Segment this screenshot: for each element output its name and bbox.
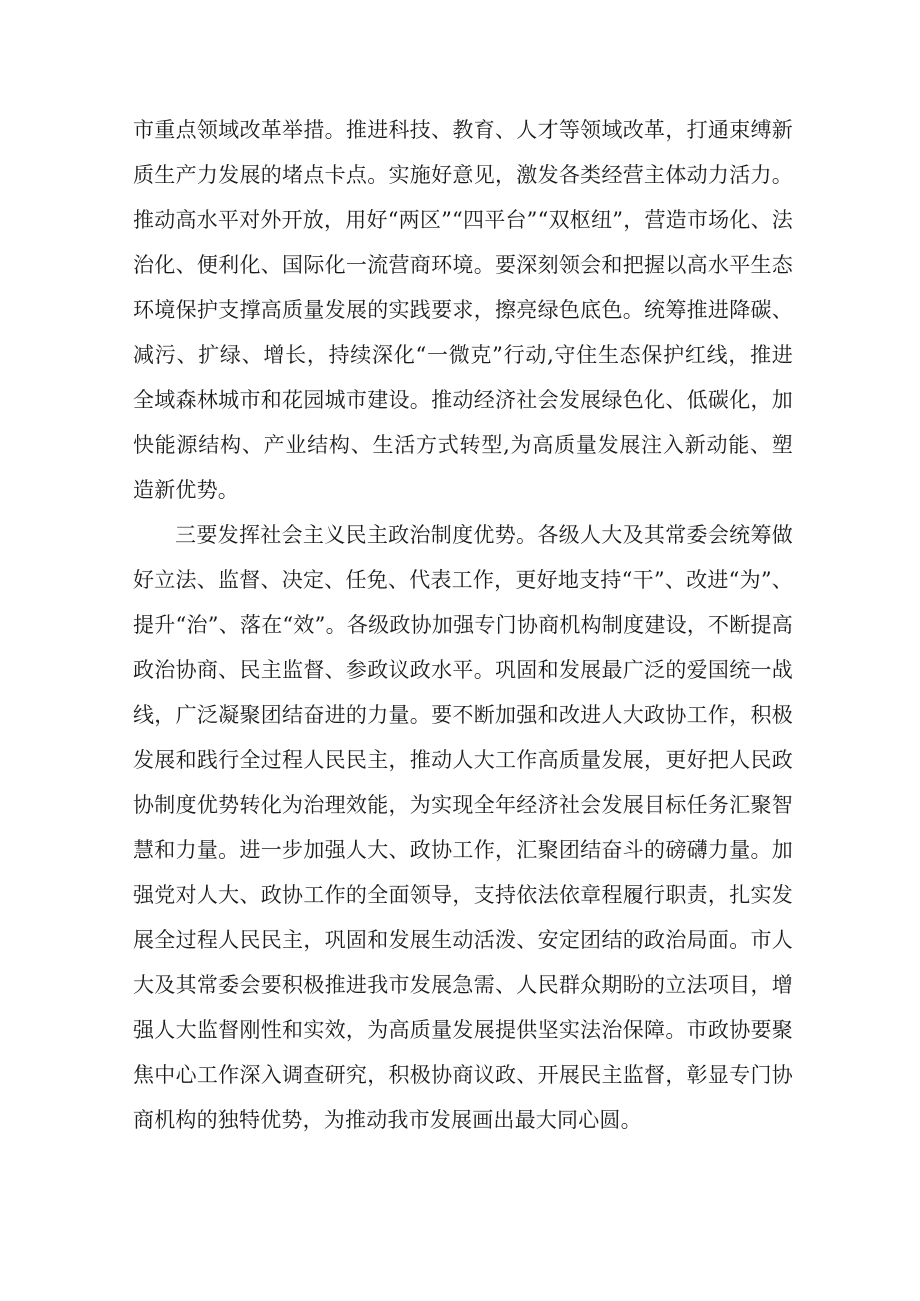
document-body	[133, 108, 793, 1143]
paragraph-section-three: 三要发挥社会主义民主政治制度优势。各级人大及其常委会统筹做好立法、监督、决定、任免、代表工作，更好地支持“干”、改进“为”、提升“治”、落在“效”。各级政协加强专门协商机构制度建设，不断提高政治协商、民主监督、参政议政水平。巩固和发展最广泛的爱国统一战线，广泛凝聚团结奋进的力量。要不断加强和改进人大政协工作，积极发展和践行全过程人民民主，推动人大工作高质量发展，更好把人民政协制度优势转化为治理效能，为实现全年经济社会发展目标任务汇聚智慧和力量。进一步加强人大、政协工作，汇聚团结奋斗的磅礴力量。加强党对人大、政协工作的全面领导，支持依法依章程履行职责，扎实发展全过程人民民主，巩固和发展生动活泼、安定团结的政治局面。市人大及其常委会要积极推进我市发展急需、人民群众期盼的立法项目，增强人大监督刚性和实效，为高质量发展提供坚实法治保障。市政协要聚焦中心工作深入调查研究，积极协商议政、开展民主监督，彰显专门协商机构的独特优势，为推动我市发展画出最大同心圆。	[133, 523, 793, 1132]
paragraph-continuation: 市重点领域改革举措。推进科技、教育、人才等领域改革，打通束缚新质生产力发展的堵点卡点。实施好意见，激发各类经营主体动力活力。推动高水平对外开放，用好“两区”“四平台”“双枢纽”，营造市场化、法治化、便利化、国际化一流营商环境。要深刻领会和把握以高水平生态环境保护支撑高质量发展的实践要求，擦亮绿色底色。统筹推进降碳、减污、扩绿、增长，持续深化“一微克”行动,守住生态保护红线，推进全域森林城市和花园城市建设。推动经济社会发展绿色化、低碳化，加快能源结构、产业结构、生活方式转型,为高质量发展注入新动能、塑造新优势。	[133, 118, 793, 502]
